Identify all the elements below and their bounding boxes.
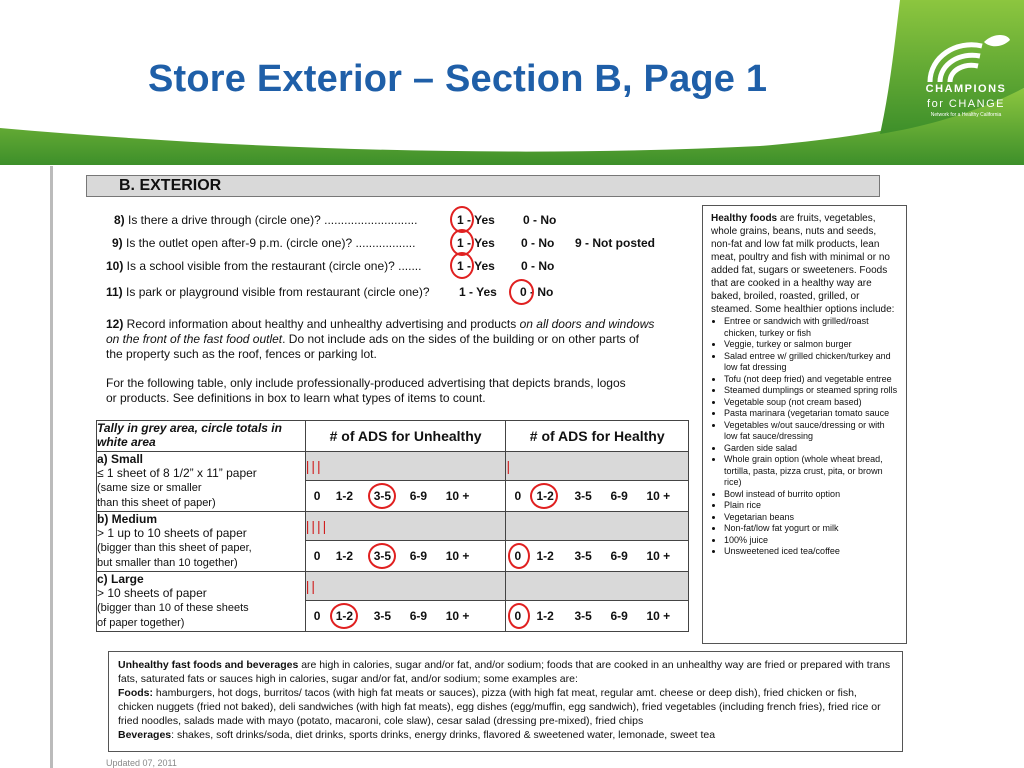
- unhealthy-foods-list: hamburgers, hot dogs, burritos/ tacos (with high fat meats or sauces), pizza (with high fat meat, regular amt. cheese or deep dish), fried chicken or fish, chicken nuggets (fried not baked), deli sandwiches (with high fat meats), egg dishes (egg/muffin, egg sandwich), fried vegetables (including french fries), fried rice or fried noodles, salads made with mayo (potato, macaroni, cole slaw), cesar salad (dressing pre-mixed), fried chips: [118, 687, 881, 727]
- size-label-large: c) Large > 10 sheets of paper (bigger than 10 of these sheets of paper together): [97, 572, 306, 632]
- healthy-option-item: • Bowl instead of burrito option: [724, 489, 898, 501]
- total-option[interactable]: 6-9: [409, 549, 428, 563]
- unhealthy-ads-header: # of ADS for Unhealthy: [305, 421, 506, 452]
- section-title: B. EXTERIOR: [119, 177, 222, 194]
- selected-circle-mark: [508, 543, 530, 569]
- total-option[interactable]: 3-5: [574, 549, 592, 563]
- total-option[interactable]: 10 +: [445, 609, 470, 623]
- total-option[interactable]: 0: [313, 609, 321, 623]
- question-8: 8) Is there a drive through (circle one)? ............................: [114, 213, 418, 227]
- q9-answer-not-posted: 9 - Not posted: [575, 236, 655, 250]
- q10-answer-no: 0 - No: [521, 259, 555, 273]
- total-option[interactable]: 1-2: [336, 609, 374, 623]
- healthy-options-list: [711, 316, 898, 558]
- tally-cell[interactable]: |||: [305, 452, 506, 481]
- total-option[interactable]: 6-9: [409, 609, 428, 623]
- healthy-option-item: • 100% juice: [724, 535, 898, 547]
- question-10: 10) Is a school visible from the restaurant (circle one)? .......: [106, 259, 422, 273]
- total-option[interactable]: 3-5: [574, 609, 592, 623]
- total-options-unhealthy: [305, 601, 506, 632]
- total-option[interactable]: 1-2: [335, 489, 354, 503]
- tally-cell[interactable]: ||: [305, 572, 506, 601]
- total-option[interactable]: 6-9: [610, 549, 628, 563]
- question-12: 12) Record information about healthy and unhealthy advertising and products on all doors and windows on the front of the fast food outlet. Do not include ads on the sides of the building or on other parts of the property such as the roof, fences or parking lot.: [106, 317, 655, 361]
- updated-date: Updated 07, 2011: [106, 758, 177, 768]
- total-option[interactable]: 3-5: [374, 489, 410, 503]
- total-option[interactable]: 3-5: [373, 609, 392, 623]
- total-option[interactable]: 10 +: [646, 609, 671, 623]
- healthy-option-item: • Vegetables w/out sauce/dressing or with low fat sauce/dressing: [724, 420, 898, 443]
- left-divider: [50, 166, 53, 768]
- total-option[interactable]: 0: [514, 489, 522, 503]
- q8-answer-no: 0 - No: [523, 213, 557, 227]
- total-options-unhealthy: [305, 481, 506, 512]
- ads-tally-table: [96, 420, 689, 632]
- question-9: 9) Is the outlet open after-9 p.m. (circle one)? ..................: [112, 236, 416, 250]
- total-option[interactable]: 1-2: [536, 609, 554, 623]
- logo-line2: for CHANGE: [927, 98, 1005, 110]
- q11-answer-yes: 1 - Yes: [459, 285, 497, 299]
- healthy-option-item: • Tofu (not deep fried) and vegetable entree: [724, 374, 898, 386]
- total-option[interactable]: 6-9: [610, 609, 628, 623]
- total-option[interactable]: 1-2: [335, 549, 354, 563]
- total-option[interactable]: 10 +: [646, 489, 671, 503]
- total-option[interactable]: 1-2: [536, 549, 554, 563]
- healthy-option-item: • Salad entree w/ grilled chicken/turkey and low fat dressing: [724, 351, 898, 374]
- healthy-option-item: • Unsweetened iced tea/coffee: [724, 546, 898, 558]
- question-11: 11) Is park or playground visible from restaurant (circle one)?: [106, 285, 430, 299]
- unhealthy-foods-definition-box: [108, 651, 903, 752]
- slide-header: [0, 0, 1024, 162]
- size-label-medium: b) Medium > 1 up to 10 sheets of paper (bigger than this sheet of paper, but smaller than 10 together): [97, 512, 306, 572]
- tally-cell[interactable]: ||||: [305, 512, 506, 541]
- q10-answer-yes: 1 - Yes: [457, 259, 495, 273]
- unhealthy-heading: Unhealthy fast foods and beverages: [118, 659, 299, 671]
- healthy-option-item: • Whole grain option (whole wheat bread, tortilla, pasta, pizza crust, pita, or brown rice): [724, 454, 898, 489]
- selected-circle-mark: [368, 483, 396, 509]
- healthy-option-item: • Pasta marinara (vegetarian tomato sauce: [724, 408, 898, 420]
- healthy-option-item: • Non-fat/low fat yogurt or milk: [724, 523, 898, 535]
- selected-circle-mark: [368, 543, 396, 569]
- total-option[interactable]: 3-5: [374, 549, 410, 563]
- section-header: [86, 175, 880, 197]
- table-instructions: For the following table, only include professionally-produced advertising that depicts brands, logos or products. See definitions in box to learn what types of items to count.: [106, 376, 626, 405]
- total-option[interactable]: 0: [514, 549, 536, 563]
- unhealthy-intro: are high in calories, sugar and/or fat, and/or sodium; foods that are cooked in an unhealthy way are fried or prepared with trans fats, saturated fats or sauces high in calories, sugar and/or fat, and/or sodium; some examples are:: [118, 659, 891, 685]
- healthy-option-item: • Vegetarian beans: [724, 512, 898, 524]
- total-option[interactable]: 6-9: [409, 489, 428, 503]
- logo-line3: Network for a Healthy California: [930, 112, 1002, 118]
- total-options-healthy: [506, 601, 689, 632]
- healthy-foods-intro: are fruits, vegetables, whole grains, beans, nuts and seeds, non-fat and low fat milk products, lean meat, poultry and fish with minimal or no added fat, sugars or sweeteners. Foods that are cooked in a healthy way are baked, broiled, roasted, grilled, or steamed. Some healthier options include:: [711, 213, 895, 315]
- healthy-option-item: • Steamed dumplings or steamed spring rolls: [724, 385, 898, 397]
- healthy-option-item: • Plain rice: [724, 500, 898, 512]
- healthy-ads-header: # of ADS for Healthy: [506, 421, 689, 452]
- total-option[interactable]: 3-5: [574, 489, 592, 503]
- q11-answer-no: 0 - No: [520, 285, 554, 299]
- size-label-small: a) Small ≤ 1 sheet of 8 1/2” x 11” paper (same size or smaller than this sheet of paper): [97, 452, 306, 512]
- slide-title: Store Exterior – Section B, Page 1: [148, 58, 768, 100]
- foods-label: Foods:: [118, 687, 153, 699]
- q9-answer-yes: 1 - Yes: [457, 236, 495, 250]
- logo-line1: CHAMPIONS: [925, 83, 1007, 95]
- total-option[interactable]: 6-9: [610, 489, 628, 503]
- healthy-option-item: • Vegetable soup (not cream based): [724, 397, 898, 409]
- healthy-foods-heading: Healthy foods: [711, 213, 778, 224]
- total-option[interactable]: 1-2: [536, 489, 574, 503]
- total-option[interactable]: 0: [514, 609, 536, 623]
- total-options-unhealthy: [305, 541, 506, 572]
- total-options-healthy: [506, 481, 689, 512]
- q11-circle-mark: [509, 279, 534, 305]
- tally-cell[interactable]: [506, 512, 689, 541]
- total-option[interactable]: 0: [313, 489, 321, 503]
- q10-circle-mark: [450, 252, 474, 279]
- unhealthy-beverages-list: : shakes, soft drinks/soda, diet drinks, sports drinks, energy drinks, flavored & sweetened water, lemonade, sweet tea: [171, 729, 716, 741]
- total-option[interactable]: 10 +: [445, 549, 470, 563]
- tally-instructions-header: Tally in grey area, circle totals in white area: [97, 421, 306, 452]
- tally-cell[interactable]: |: [506, 452, 689, 481]
- tally-cell[interactable]: [506, 572, 689, 601]
- healthy-option-item: • Garden side salad: [724, 443, 898, 455]
- beverages-label: Beverages: [118, 729, 172, 741]
- total-option[interactable]: 10 +: [646, 549, 671, 563]
- healthy-foods-definition-box: [702, 205, 907, 644]
- q9-answer-no: 0 - No: [521, 236, 555, 250]
- total-option[interactable]: 0: [313, 549, 321, 563]
- total-option[interactable]: 10 +: [445, 489, 470, 503]
- healthy-option-item: • Entree or sandwich with grilled/roast chicken, turkey or fish: [724, 316, 898, 339]
- total-options-healthy: [506, 541, 689, 572]
- selected-circle-mark: [330, 603, 358, 629]
- selected-circle-mark: [530, 483, 558, 509]
- q8-answer-yes: 1 - Yes: [457, 213, 495, 227]
- healthy-option-item: • Veggie, turkey or salmon burger: [724, 339, 898, 351]
- selected-circle-mark: [508, 603, 530, 629]
